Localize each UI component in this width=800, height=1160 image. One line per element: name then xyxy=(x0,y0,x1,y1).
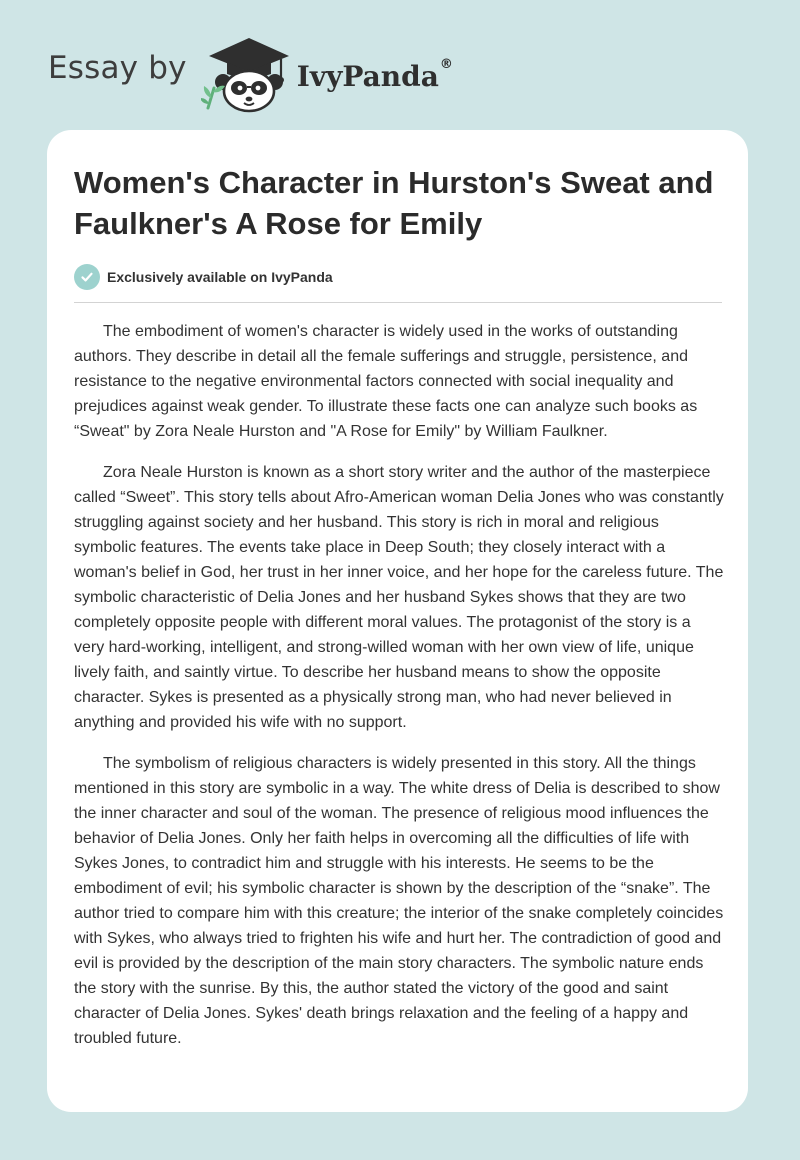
checkmark-glyph xyxy=(80,270,94,284)
brand-prefix: Essay by xyxy=(48,50,187,86)
divider xyxy=(74,302,722,303)
essay-card xyxy=(47,130,748,1112)
paragraph: The embodiment of women's character is widely used in the works of outstanding authors. They describe in detail all the female sufferings and struggle, persistence, and resistance to the negative environmental factors connected with social inequality and prejudices against weak gender. To illustrate these facts one can analyze such books as “Sweat" by Zora Neale Hurston and "A Rose for Emily" by William Faulkner. xyxy=(74,323,698,440)
essay-title: Women's Character in Hurston's Sweat and Faulkner's A Rose for Emily xyxy=(74,165,714,241)
exclusive-label: Exclusively available on IvyPanda xyxy=(107,269,333,285)
exclusive-badge xyxy=(74,264,333,290)
check-circle-icon xyxy=(74,264,100,290)
brand-name: IvyPanda xyxy=(296,59,439,93)
paragraph: Zora Neale Hurston is known as a short story writer and the author of the masterpiece called “Sweet”. This story tells about Afro-American woman Delia Jones who was constantly struggling against society and her husband. This story is rich in moral and religious symbolic features. The events take place in Deep South; they closely interact with a woman's belief in God, her trust in her inner voice, and her hope for the careless future. The symbolic characteristic of Delia Jones and her husband Sykes shows that they are two completely opposite people with different moral values. The protagonist of the story is a very hard-working, intelligent, and strong-willed woman with her own view of life, unique lively faith, and saintly virtue. To describe her husband means to show the opposite character. Sykes is presented as a physically strong man, who had never believed in anything and provided his wife with no support. xyxy=(74,464,724,731)
panda-graduation-cap-icon xyxy=(201,34,293,114)
registered-mark: ® xyxy=(439,56,453,72)
paragraph: The symbolism of religious characters is widely presented in this story. All the things mentioned in this story are symbolic in a way. The white dress of Delia is described to show the inner character and soul of the woman. The presence of religious mood influences the behavior of Delia Jones. Only her faith helps in overcoming all the difficulties of life with Sykes Jones, to contradict him and struggle with his interests. He seems to be the embodiment of evil; his symbolic character is shown by the description of the “snake”. The author tried to compare him with this creature; the interior of the snake completely coincides with Sykes, who always tried to frighten his wife and hurt her. The contradiction of good and evil is provided by the description of the main story characters. The symbolic nature ends the story with the sunrise. By this, the author stated the victory of the good and saint character of Delia Jones. Sykes' death brings relaxation and the feeling of a happy and troubled future. xyxy=(74,755,724,1047)
site-brand[interactable] xyxy=(48,34,453,114)
essay-body xyxy=(74,319,724,1067)
